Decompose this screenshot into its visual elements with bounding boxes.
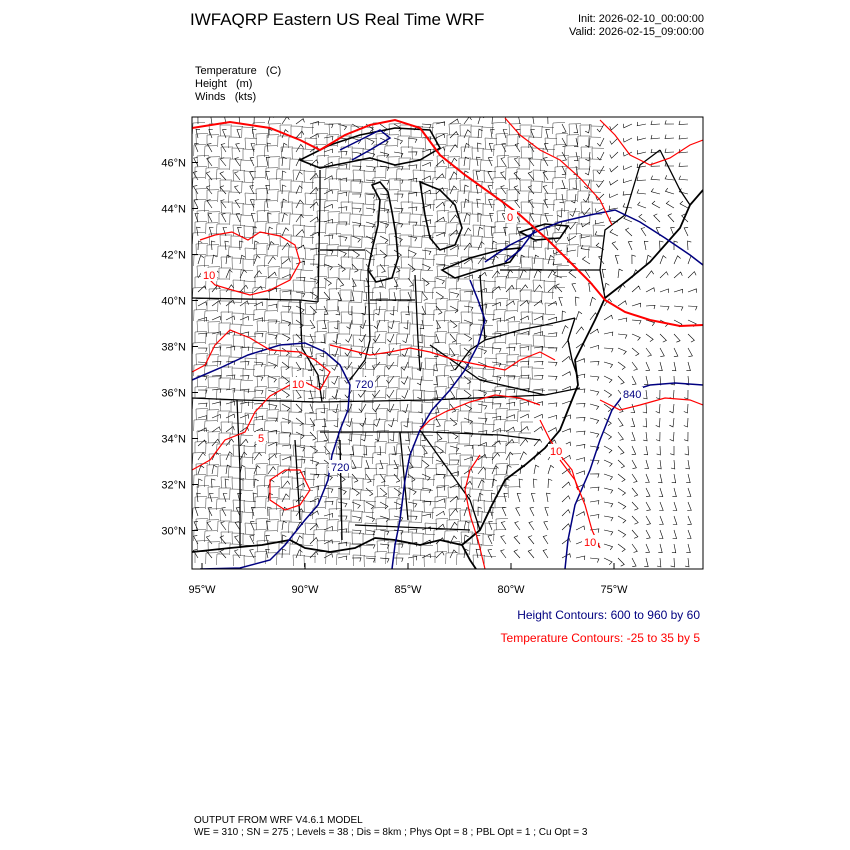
temperature-contours-legend: Temperature Contours: -25 to 35 by 5 — [500, 631, 700, 645]
lat-label: 46°N — [161, 157, 186, 170]
svg-text:5: 5 — [258, 433, 265, 445]
lon-label: 80°W — [497, 584, 525, 596]
init-time: Init: 2026-02-10_00:00:00 — [578, 13, 704, 25]
height-contours-legend: Height Contours: 600 to 960 by 60 — [517, 608, 700, 622]
lon-label: 75°W — [600, 584, 628, 596]
lat-label: 30°N — [161, 525, 186, 538]
field-winds: Winds (kts) — [195, 91, 257, 103]
valid-time: Valid: 2026-02-15_09:00:00 — [569, 26, 704, 38]
contour-label — [201, 268, 217, 282]
lon-label: 85°W — [394, 584, 422, 596]
lon-label: 90°W — [291, 584, 319, 596]
model-settings: WE = 310 ; SN = 275 ; Levels = 38 ; Dis = 8km ; Phys Opt = 8 ; PBL Opt = 1 ; Cu Opt = 3 — [194, 827, 588, 838]
contour-label — [548, 444, 566, 458]
model-version: OUTPUT FROM WRF V4.6.1 MODEL — [194, 815, 363, 826]
contour-label — [582, 535, 598, 549]
lat-label: 44°N — [161, 203, 186, 216]
svg-text:10: 10 — [203, 270, 216, 282]
svg-text:10: 10 — [584, 537, 597, 549]
contour-label — [353, 377, 375, 391]
lat-label: 38°N — [161, 341, 186, 354]
svg-text:10: 10 — [292, 379, 305, 391]
lon-label: 95°W — [188, 584, 216, 596]
svg-text:720: 720 — [355, 379, 374, 391]
lat-label: 34°N — [161, 433, 186, 446]
svg-text:10: 10 — [550, 446, 563, 458]
lat-label: 42°N — [161, 249, 186, 262]
contour-label — [329, 460, 351, 474]
svg-text:720: 720 — [331, 462, 350, 474]
lat-label: 32°N — [161, 479, 186, 492]
lat-label: 36°N — [161, 387, 186, 400]
contour-label — [621, 387, 643, 401]
svg-text:840: 840 — [623, 389, 642, 401]
field-height: Height (m) — [195, 78, 253, 90]
field-temperature: Temperature (C) — [195, 65, 282, 77]
plot-title: IWFAQRP Eastern US Real Time WRF — [190, 10, 485, 29]
contour-label — [505, 210, 517, 224]
contour-label — [256, 431, 266, 445]
lat-label: 40°N — [161, 295, 186, 308]
contour-label — [290, 377, 306, 391]
model-info — [194, 815, 587, 839]
svg-text:0: 0 — [507, 212, 514, 224]
